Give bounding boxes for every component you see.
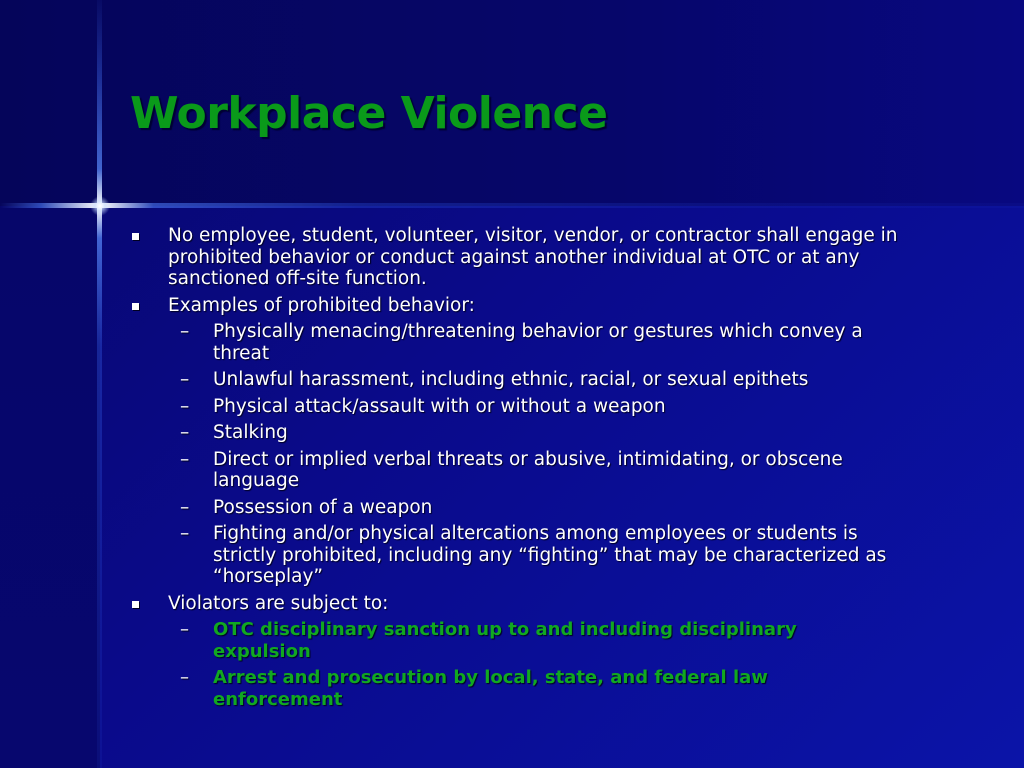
bullet-item — [130, 593, 950, 615]
square-bullet-icon — [130, 225, 168, 246]
dash-marker: – — [180, 448, 190, 470]
square-bullet-icon — [130, 295, 168, 316]
dash-marker: – — [180, 369, 190, 390]
horizontal-light-streak — [0, 203, 1024, 208]
sub-bullet-text: Arrest and prosecution by local, state, and federal law enforcement — [213, 667, 768, 710]
sub-bullet-text: Stalking — [213, 422, 288, 443]
vertical-light-streak — [97, 0, 102, 768]
sub-bullet-item — [180, 396, 900, 418]
sub-bullet-item — [180, 422, 900, 444]
slide-title: Workplace Violence — [130, 88, 608, 139]
sub-bullet-text: Physically menacing/threatening behavior or gestures which convey a threat — [213, 321, 863, 364]
sub-bullet-item — [180, 523, 900, 588]
sub-bullet-text: Direct or implied verbal threats or abusive, intimidating, or obscene language — [213, 448, 843, 491]
dash-marker: – — [180, 496, 190, 518]
sub-bullet-text: OTC disciplinary sanction up to and including disciplinary expulsion — [213, 619, 797, 662]
sub-bullet-text: Fighting and/or physical altercations among employees or students is strictly prohibited, including any “fighting” that may be characterized as “horseplay” — [213, 523, 887, 587]
dash-marker: – — [180, 523, 190, 544]
bullet-text: Violators are subject to: — [168, 592, 389, 614]
sub-bullet-item — [180, 497, 900, 519]
sub-bullet-item — [180, 449, 900, 492]
dash-marker: – — [180, 321, 190, 342]
sub-bullet-item — [180, 369, 900, 391]
sparkle-icon — [90, 196, 110, 216]
sub-bullet-text: Physical attack/assault with or without a weapon — [213, 395, 666, 417]
left-band — [0, 206, 100, 768]
bullet-text: Examples of prohibited behavior: — [168, 294, 475, 316]
sub-bullet-item-emphasis — [180, 667, 900, 710]
sub-bullet-item-emphasis — [180, 619, 900, 662]
slide-body — [130, 225, 950, 715]
dash-marker: – — [180, 667, 189, 688]
sub-bullet-item — [180, 321, 900, 364]
sub-bullet-text: Unlawful harassment, including ethnic, racial, or sexual epithets — [213, 369, 809, 390]
square-bullet-icon — [130, 593, 168, 614]
dash-marker: – — [180, 619, 189, 640]
dash-marker: – — [180, 395, 190, 417]
sub-bullet-text: Possession of a weapon — [213, 496, 433, 518]
bullet-item — [130, 295, 950, 317]
dash-marker: – — [180, 422, 190, 443]
bullet-text: No employee, student, volunteer, visitor, vendor, or contractor shall engage in prohibited behavior or conduct against another individual at OTC or at any sanctioned off-site function. — [168, 225, 898, 289]
bullet-item — [130, 225, 950, 290]
